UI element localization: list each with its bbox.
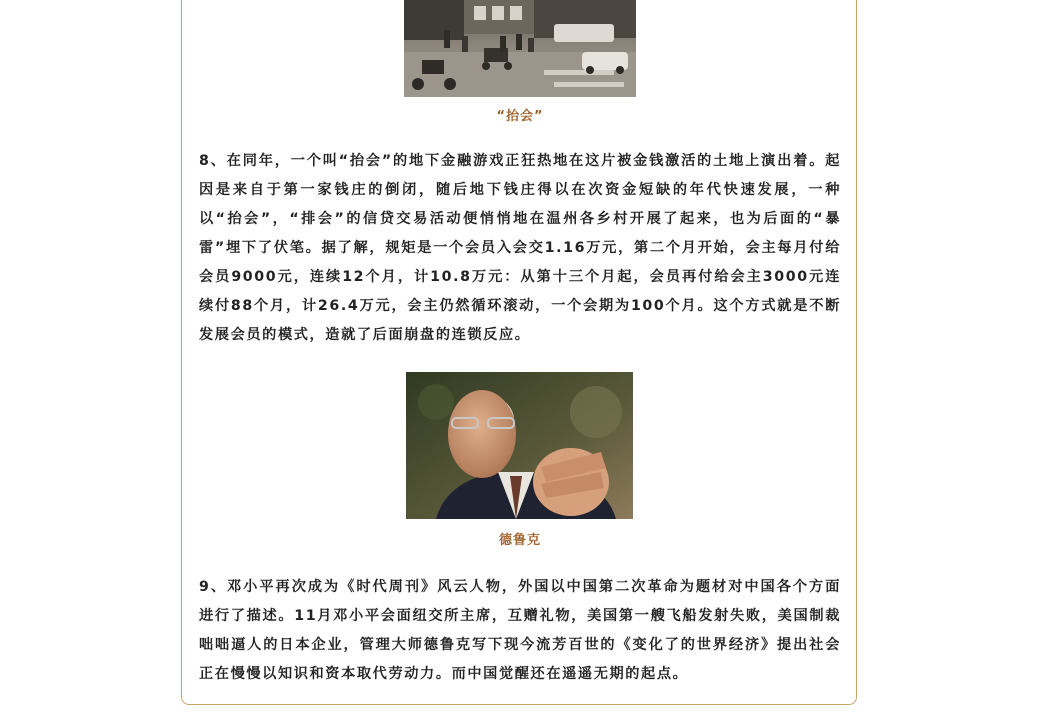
drucker-portrait-photo	[406, 372, 633, 519]
paragraph-8: 8、在同年，一个叫“抬会”的地下金融游戏正狂热地在这片被金钱激活的土地上演出着。起因是来自于第一家钱庄的倒闭，随后地下钱庄得以在次资金短缺的年代快速发展，一种以“抬会”，“排会”的信贷交易活动便悄悄地在温州各乡村开展了起来，也为后面的“暴雷”埋下了伏笔。据了解，规矩是一个会员入会交1.16万元，第二个月开始，会主每月付给会员9000元，连续12个月，计10.8万元：从第十三个月起，会员再付给会主3000元连续付88个月，计26.4万元，会主仍然循环滚动，一个会期为100个月。这个方式就是不断发展会员的模式，造就了后面崩盘的连锁反应。	[199, 153, 841, 343]
paragraph-9: 9、邓小平再次成为《时代周刊》风云人物，外国以中国第二次革命为题材对中国各个方面进行了描述。11月邓小平会面纽交所主席，互赠礼物，美国第一艘飞船发射失败，美国制裁咄咄逼人的日本企业，管理大师德鲁克写下现今流芳百世的《变化了的世界经济》提出社会正在慢慢以知识和资本取代劳动力。而中国觉醒还在遥遥无期的起点。	[199, 579, 841, 682]
street-scene-photo	[404, 0, 636, 97]
photo-caption-drucker: 德鲁克	[498, 533, 541, 548]
photo-caption-taihui: “抬会”	[496, 109, 544, 124]
